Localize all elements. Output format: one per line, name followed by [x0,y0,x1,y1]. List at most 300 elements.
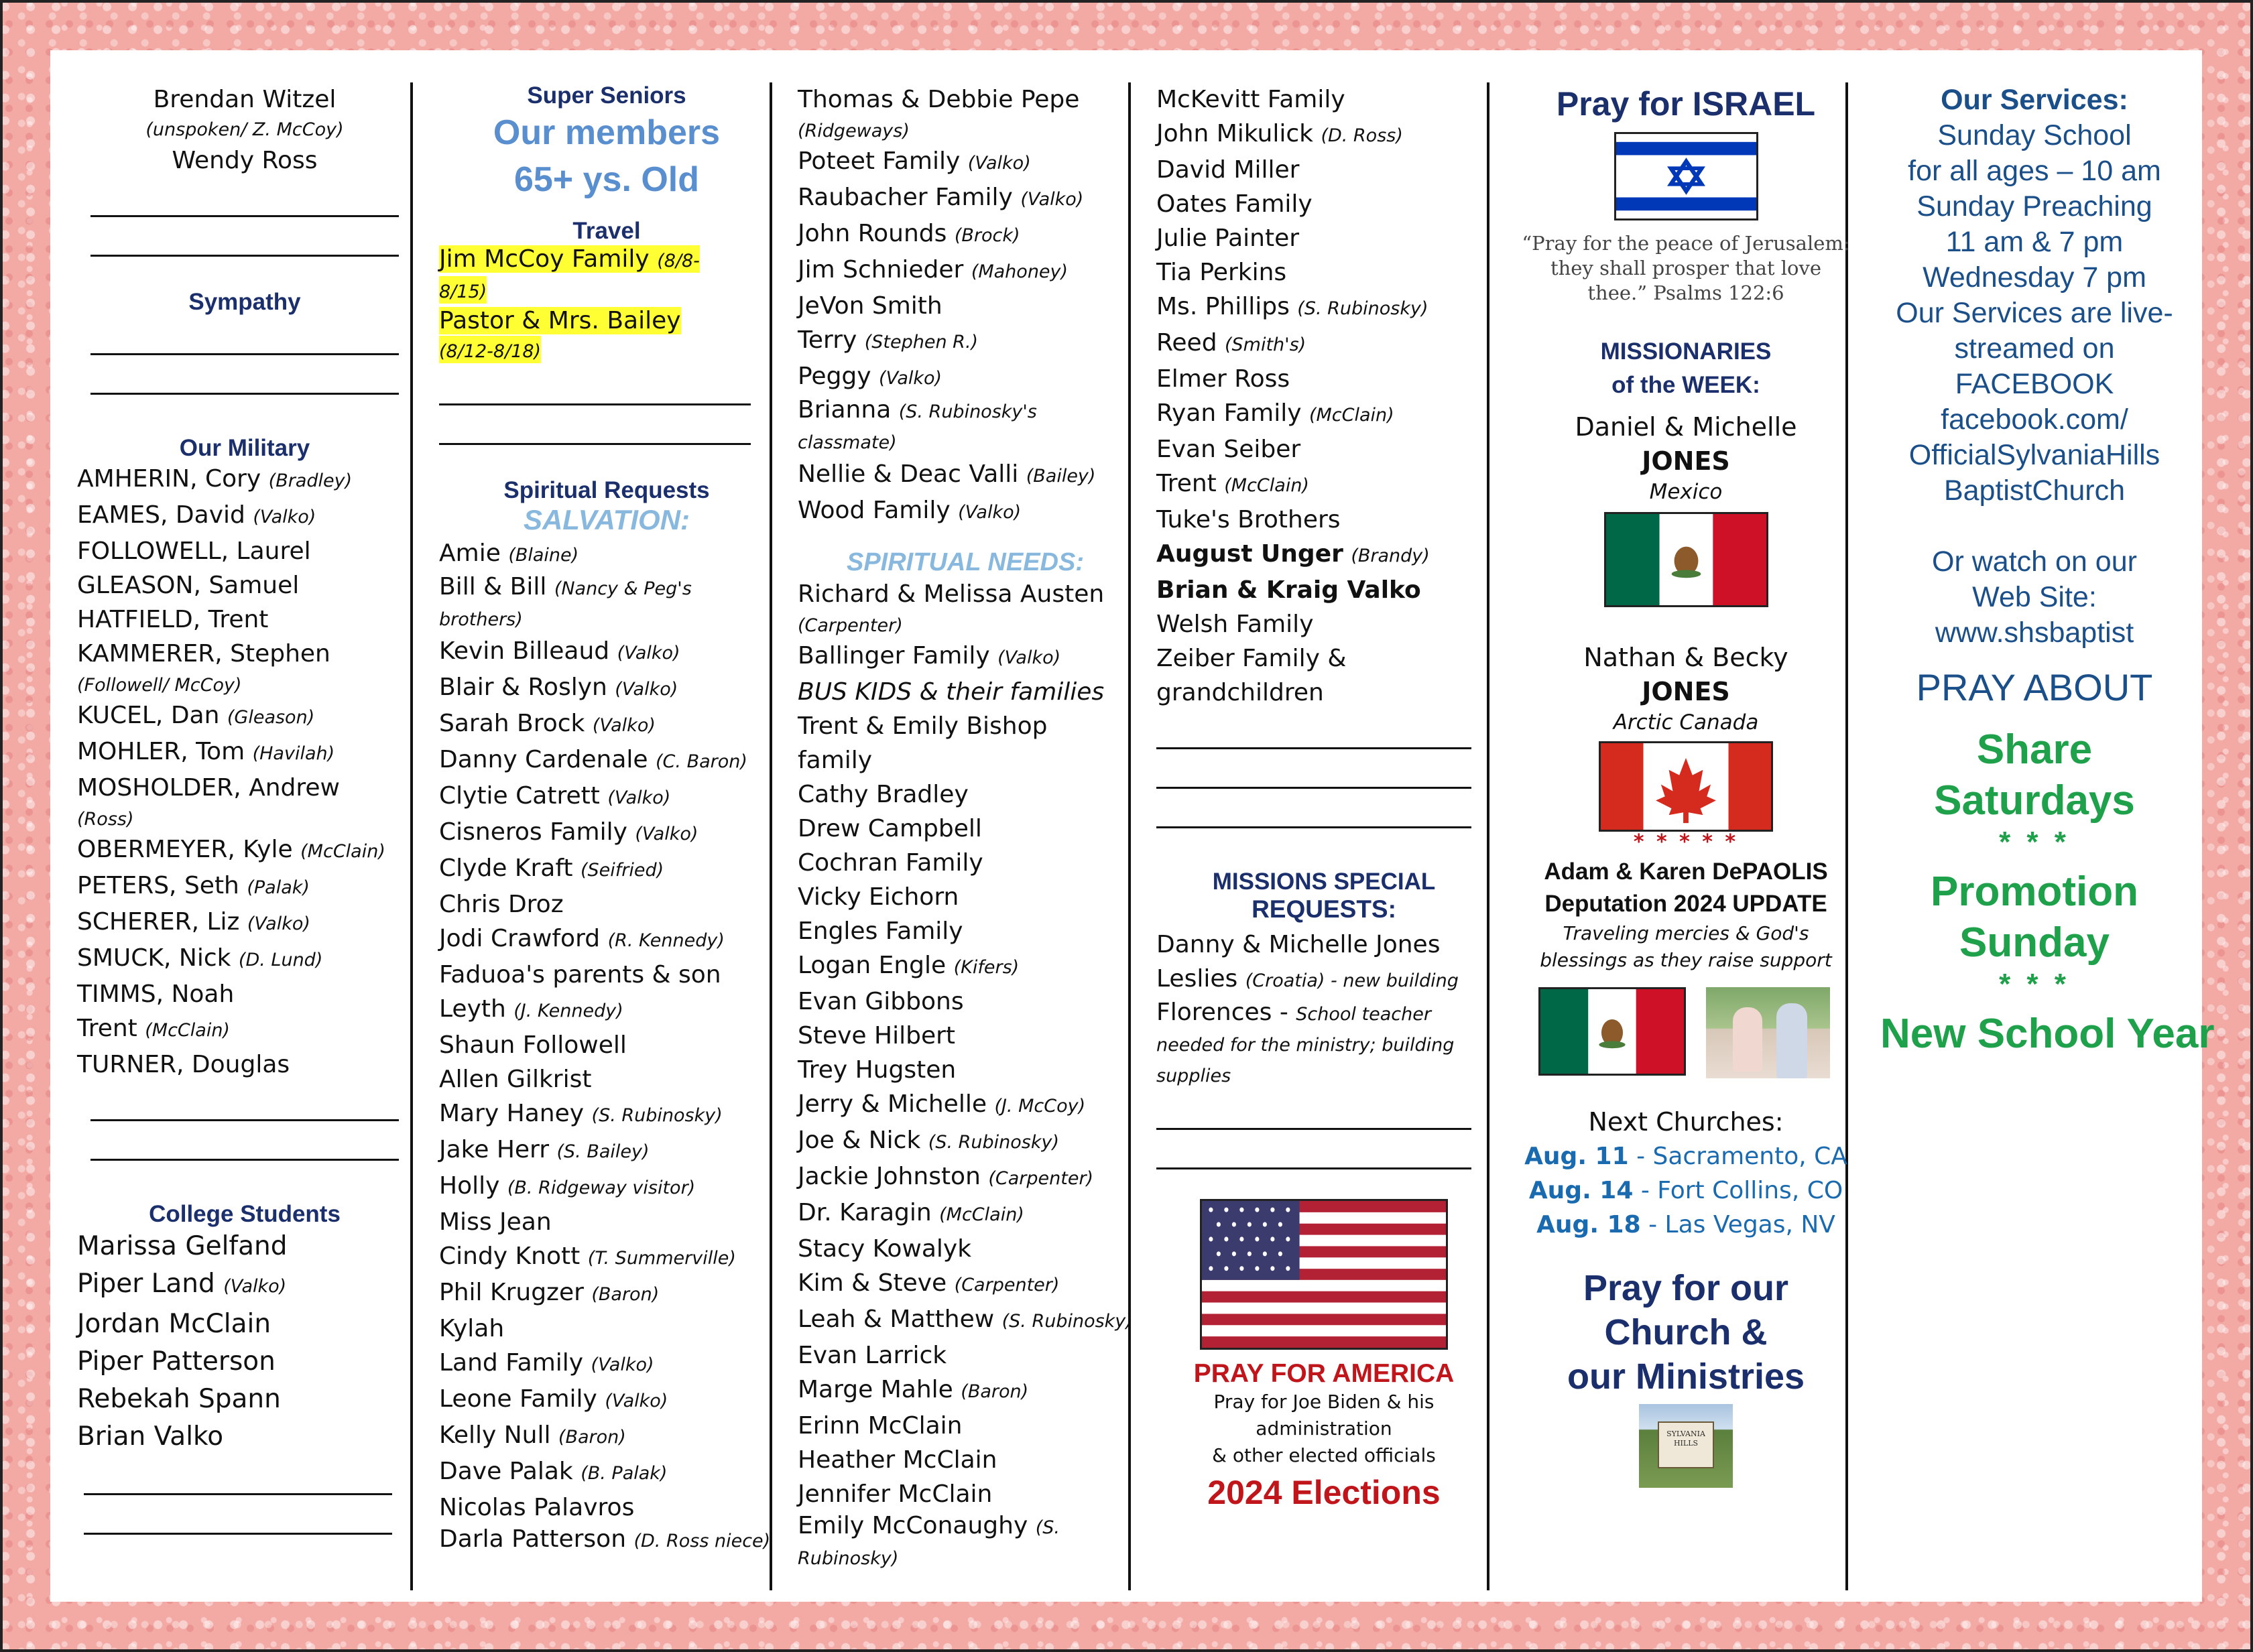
military-member [77,735,412,771]
salvation-heading: SALVATION: [523,504,690,535]
item-note: (Seifried) [580,860,664,881]
item-note: (Havilah) [252,743,335,764]
military-member [77,941,412,977]
item-name: Cathy Bradley [798,781,969,808]
mission-request: Danny & Michelle Jones [1156,931,1441,958]
salvation-request [439,1133,774,1169]
item-name: Steve Hilbert [798,1022,956,1050]
item-name: Logan Engle [798,952,947,979]
item-note: (Baron) [961,1381,1029,1402]
item-name: Leah & Matthew [798,1306,995,1333]
spiritual-need [1156,537,1491,573]
military-member [77,602,412,637]
spiritual-need [798,1019,1133,1053]
item-name: EAMES, David [77,501,245,529]
travel-name: Jim McCoy Family [439,245,650,273]
item-name: Cochran Family [798,849,983,877]
item-name: Erinn McClain [798,1412,963,1440]
blank-line [90,355,399,395]
pray-church-heading: our Ministries [1567,1356,1805,1397]
item-name: Julie Painter [1156,225,1300,252]
church-date-label: Aug. 18 [1536,1211,1641,1238]
military-member [77,1047,412,1082]
column-prayer-military [77,50,412,1602]
item-name: Cisneros Family [439,818,627,846]
next-churches-heading: Next Churches: [1588,1107,1784,1137]
new-school-year: New School Year [1880,1011,2215,1057]
item-name: Nicolas Palavros [439,1494,635,1521]
item-note: (Valko) [997,647,1061,668]
spiritual-need [1156,255,1491,290]
item-note: (Baron) [558,1427,626,1448]
item-name: MOSHOLDER, Andrew [77,774,340,802]
item-note: (Valko) [247,913,310,934]
spiritual-need [798,1302,1133,1338]
item-name: Joe & Nick [798,1127,921,1154]
service-line: facebook.com/ [1941,403,2128,436]
item-name: PETERS, Seth [77,872,239,899]
spiritual-need [798,880,1133,914]
salvation-request [798,216,1133,253]
item-name: Blair & Roslyn [439,674,607,701]
travel-item [439,306,734,366]
stars-divider: * * * [1999,826,2070,859]
salvation-request [439,1205,774,1239]
column-needs-missions-america [1156,50,1491,1602]
item-name: Kevin Billeaud [439,637,610,665]
mission-note: School teacher needed for the ministry; building supplies [1156,1004,1455,1086]
item-note: (McClain) [300,841,385,862]
watch-line: Or watch on our [1932,546,2137,578]
service-line: streamed on FACEBOOK [1954,332,2115,400]
item-note: (Stephen R.) [864,332,979,353]
item-note: (S. Bailey) [556,1141,650,1162]
item-name: Thomas & Debbie Pepe [798,86,1080,113]
item-name: Jerry & Michelle [798,1090,987,1118]
item-name: Allen Gilkrist [439,1066,592,1093]
church-date [1512,1208,1860,1242]
college-student [77,1418,412,1456]
item-note: (McClain) [145,1020,230,1041]
college-student [77,1306,412,1343]
service-line: Our Services are live- [1896,297,2173,329]
share-saturdays: Share [1976,726,2093,773]
travel-dates: (8/12-8/18) [439,341,542,362]
prayer-name: Wendy Ross [172,147,318,174]
item-note: (S. Rubinosky) [928,1132,1059,1153]
item-note: (Carpenter) [798,615,903,636]
item-name: Piper Land [77,1269,215,1299]
item-name: OBERMEYER, Kyle [77,836,293,863]
spiritual-need [1156,153,1491,187]
service-line: Sunday Preaching [1916,190,2152,223]
item-name: SCHERER, Liz [77,908,240,936]
military-member [77,637,412,671]
item-name: Shaun Followell [439,1031,627,1059]
item-note: (Valko) [591,1354,654,1375]
item-name: Kelly Null [439,1421,551,1449]
church-date-label: Aug. 14 [1528,1177,1634,1204]
item-name: Clytie Catrett [439,782,600,810]
blank-line [90,1082,399,1121]
blank-line [84,1495,392,1535]
spiritual-need [798,675,1133,709]
bulletin-sheet [50,50,2215,1602]
item-name: Mary Haney [439,1100,585,1127]
travel-item [439,245,734,306]
item-name: KUCEL, Dan [77,702,220,729]
item-name: Poteet Family [798,147,961,175]
item-note: (D. Lund) [238,950,323,970]
item-name: Jordan McClain [77,1309,271,1339]
salvation-request [439,1346,774,1382]
item-name: Oates Family [1156,190,1313,218]
spiritual-need [798,1123,1133,1159]
item-name: Heather McClain [798,1446,997,1474]
item-name: Jodi Crawford [439,925,601,952]
military-member [77,671,412,698]
super-seniors-heading: Super Seniors [527,82,686,109]
item-name: Sarah Brock [439,710,585,737]
spiritual-requests-heading: Spiritual Requests [503,477,710,503]
item-name: Wood Family [798,497,951,524]
item-note: (S. Rubinosky) [591,1105,723,1126]
salvation-request [798,323,1133,359]
item-note: (R. Kennedy) [607,930,725,951]
spiritual-need [798,1087,1133,1123]
item-note: (Valko) [592,715,656,736]
spiritual-need [1156,221,1491,255]
salvation-request [439,1275,774,1312]
item-note: (Palak) [247,877,310,898]
spiritual-need [1156,432,1491,466]
spiritual-need [1156,503,1491,537]
item-name: TIMMS, Noah [77,980,235,1008]
salvation-request [439,1096,774,1133]
military-member [77,534,412,568]
item-name: Phil Krugzer [439,1279,584,1306]
blank-line [439,366,751,405]
item-name: Trent [1156,470,1217,497]
spiritual-need [798,984,1133,1019]
item-name: Rebekah Spann [77,1384,281,1414]
blank-line [90,178,399,217]
spiritual-need [1156,362,1491,396]
blank-line [90,217,399,257]
item-note: (Carpenter) [954,1275,1060,1295]
spiritual-need [798,948,1133,984]
salvation-request [798,82,1133,117]
church-sign-text: SYLVANIA [1666,1429,1705,1438]
item-name: Danny Cardenale [439,746,648,773]
spiritual-need [1156,82,1491,117]
salvation-request [798,395,1133,457]
item-note: (Baron) [591,1284,660,1305]
travel-dates: (8/8-8/15) [439,251,700,302]
item-name: Chris Droz [439,891,564,918]
item-name: GLEASON, Samuel [77,572,300,599]
services-list [1880,118,2189,509]
spiritual-need [798,846,1133,880]
item-note: (D. Ross niece) [633,1531,771,1551]
salvation-request [798,289,1133,323]
item-name: Welsh Family [1156,611,1314,638]
stars-divider: * * * * * [1633,830,1739,854]
item-note: (S. Rubinosky) [1297,298,1428,319]
spiritual-need [798,639,1133,675]
salvation-request [439,572,774,634]
blank-line [1156,749,1471,789]
elections-heading: 2024 Elections [1207,1474,1441,1511]
missionaries-heading: of the WEEK: [1611,372,1760,398]
item-name: FOLLOWELL, Laurel [77,537,311,565]
mission-name: Leslies [1156,965,1238,993]
spiritual-need [1156,396,1491,432]
college-heading: College Students [149,1201,341,1227]
item-note: (Gleason) [227,707,315,728]
sympathy-heading: Sympathy [188,289,301,315]
item-name: Stacy Kowalyk [798,1235,972,1263]
salvation-request [439,1312,774,1346]
item-name: Jake Herr [439,1136,550,1163]
spiritual-need [798,709,1133,743]
item-name: Evan Gibbons [798,988,964,1015]
item-name: Miss Jean [439,1208,552,1236]
item-note: (McClain) [939,1204,1024,1225]
item-name: Richard & Melissa Austen [798,580,1105,608]
item-note: (Valko) [253,507,316,527]
item-name: KAMMERER, Stephen [77,640,330,668]
salvation-request [439,1062,774,1096]
item-name: Jim Schnieder [798,256,964,283]
item-name: Brian & Kraig Valko [1156,576,1421,604]
church-date-label: Aug. 11 [1524,1143,1629,1170]
salvation-request [798,457,1133,493]
pray-america-text: & other elected officials [1212,1444,1436,1466]
blank-line [439,405,751,445]
salvation-request [439,743,774,779]
spiritual-need [1156,117,1491,153]
spiritual-need [1156,326,1491,362]
salvation-request [439,1454,774,1490]
missionary-lastname: JONES [1642,677,1730,706]
share-saturdays: Saturdays [1934,777,2135,824]
item-name: Trey Hugsten [798,1056,957,1084]
item-name: Evan Larrick [798,1342,947,1369]
spiritual-need [798,1338,1133,1373]
canada-flag-icon [1599,741,1773,832]
salvation-request [439,1169,774,1205]
depaolis-heading: Adam & Karen DePAOLIS [1544,859,1828,885]
item-name: Drew Campbell [798,815,982,842]
watch-line: www.shsbaptist [1935,617,2134,649]
item-name: JeVon Smith [798,292,942,320]
salvation-request [798,180,1133,216]
item-note: (Ridgeways) [798,121,910,141]
item-name: Leone Family [439,1385,597,1413]
item-name: Brian Valko [77,1421,224,1452]
spiritual-need [798,1443,1133,1477]
item-note: (Bradley) [268,470,353,491]
item-name: Holly [439,1172,500,1200]
service-line: Wednesday 7 pm [1923,261,2146,294]
college-student [77,1381,412,1418]
mission-name: Florences - [1156,999,1288,1026]
mission-request [1156,998,1471,1090]
item-name: Reed [1156,329,1217,357]
military-heading: Our Military [179,435,310,461]
salvation-request [798,117,1133,144]
item-name: Marissa Gelfand [77,1231,288,1261]
item-note: (Valko) [635,824,698,844]
item-note: (J. McCoy) [994,1096,1086,1117]
church-date [1512,1139,1860,1173]
church-location: - Las Vegas, NV [1640,1211,1835,1238]
item-note: (J. Kennedy) [513,1001,623,1021]
salvation-request [798,253,1133,289]
spiritual-need [798,1477,1133,1511]
salvation-request [439,851,774,887]
salvation-request [439,1490,774,1525]
salvation-request [439,887,774,922]
watch-list [1880,544,2189,651]
item-name: Ryan Family [1156,399,1302,427]
spiritual-need [798,743,1133,777]
item-name: Peggy [798,363,871,390]
salvation-list [439,536,774,1555]
column-spiritual-needs [798,50,1133,1602]
item-note: (Brock) [954,225,1020,246]
scripture-verse: “Pray for the peace of Jerusalem: they shall prosper that love thee.” Psalms 122:6 [1522,232,1850,304]
pray-church-heading: Church & [1604,1312,1768,1352]
pray-church-heading: Pray for our [1583,1268,1789,1308]
spiritual-need [1156,641,1491,676]
column-services [1880,50,2215,1602]
military-member [77,1011,412,1047]
item-name: Trent [77,1015,137,1042]
item-name: Trent & Emily Bishop [798,712,1048,740]
item-note: (Kifers) [953,957,1020,978]
church-date [1512,1173,1860,1208]
item-name: family [798,747,873,774]
prayer-note: (unspoken/ Z. McCoy) [145,119,344,140]
blank-line [90,316,399,355]
depaolis-heading: Deputation 2024 UPDATE [1544,891,1827,917]
prayer-name: Brendan Witzel [153,86,337,113]
item-note: (B. Palak) [581,1463,668,1484]
item-name: Jackie Johnston [798,1163,981,1190]
military-member [77,698,412,735]
item-note: (D. Ross) [1321,125,1403,146]
spiritual-need [798,577,1133,611]
item-name: John Mikulick [1156,120,1313,147]
item-note: (Valko) [958,502,1022,523]
spiritual-need [798,1159,1133,1196]
military-member [77,498,412,534]
spiritual-need [1156,573,1491,607]
item-note: (Valko) [607,787,671,808]
spiritual-need [798,1266,1133,1302]
spiritual-need [798,1409,1133,1443]
column-israel-missionaries [1512,50,1860,1602]
item-note: (Smith's) [1225,334,1306,355]
item-note: (Valko) [967,153,1031,174]
salvation-request [439,536,774,572]
item-note: (Ross) [77,809,134,830]
salvation-request [439,1382,774,1418]
item-name: Tia Perkins [1156,259,1287,286]
college-student [77,1265,412,1306]
item-name: AMHERIN, Cory [77,465,261,493]
missions-heading: REQUESTS: [1252,895,1396,923]
military-member [77,977,412,1011]
salvation-request [439,634,774,670]
salvation-request [798,359,1133,395]
military-member [77,568,412,602]
travel-heading: Travel [572,218,641,244]
promotion-sunday: Sunday [1959,919,2110,966]
item-note: (Blaine) [508,545,579,566]
college-student [77,1228,412,1265]
age-text: 65+ ys. Old [513,160,700,199]
item-name: Emily McConaughy [798,1512,1028,1539]
spiritual-need [798,1196,1133,1232]
item-name: Brianna [798,396,892,424]
item-name: Kylah [439,1315,505,1342]
church-sign-photo [1639,1404,1733,1488]
salvation-request [798,144,1133,180]
item-name: Amie [439,539,501,567]
service-line: for all ages – 10 am [1908,155,2161,187]
family-photo [1706,987,1830,1078]
item-note: (Valko) [617,643,680,663]
item-name: Cindy Knott [439,1243,581,1270]
salvation-list-continued [798,82,1133,529]
salvation-request [439,922,774,958]
mexico-flag-icon [1538,987,1686,1076]
spiritual-need [798,812,1133,846]
item-name: August Unger [1156,540,1343,568]
missionary-lastname: JONES [1642,446,1730,476]
item-name: HATFIELD, Trent [77,606,269,633]
military-member [77,462,412,498]
spiritual-need [798,1053,1133,1087]
service-line: BaptistChurch [1943,474,2126,507]
salvation-request [439,706,774,743]
military-member [77,771,412,805]
depaolis-note: Traveling mercies & God's blessings as they raise support [1540,922,1832,971]
military-member [77,869,412,905]
salvation-request [439,958,774,992]
blank-line [1156,789,1471,828]
item-name: Raubacher Family [798,184,1013,211]
salvation-request [439,1525,774,1555]
service-line: 11 am & 7 pm [1945,226,2124,258]
watch-line: Web Site: [1972,581,2097,613]
college-student [77,1343,412,1381]
item-name: TURNER, Douglas [77,1051,290,1078]
item-note: (T. Summerville) [587,1248,736,1269]
military-list [77,462,412,1082]
military-member [77,832,412,869]
item-name: Ms. Phillips [1156,293,1290,320]
item-name: Zeiber Family & [1156,645,1347,672]
spiritual-need [798,914,1133,948]
item-name: Marge Mahle [798,1376,953,1403]
missionary-field: Arctic Canada [1613,710,1759,735]
item-name: David Miller [1156,156,1300,184]
item-note: (Valko) [1020,189,1084,210]
